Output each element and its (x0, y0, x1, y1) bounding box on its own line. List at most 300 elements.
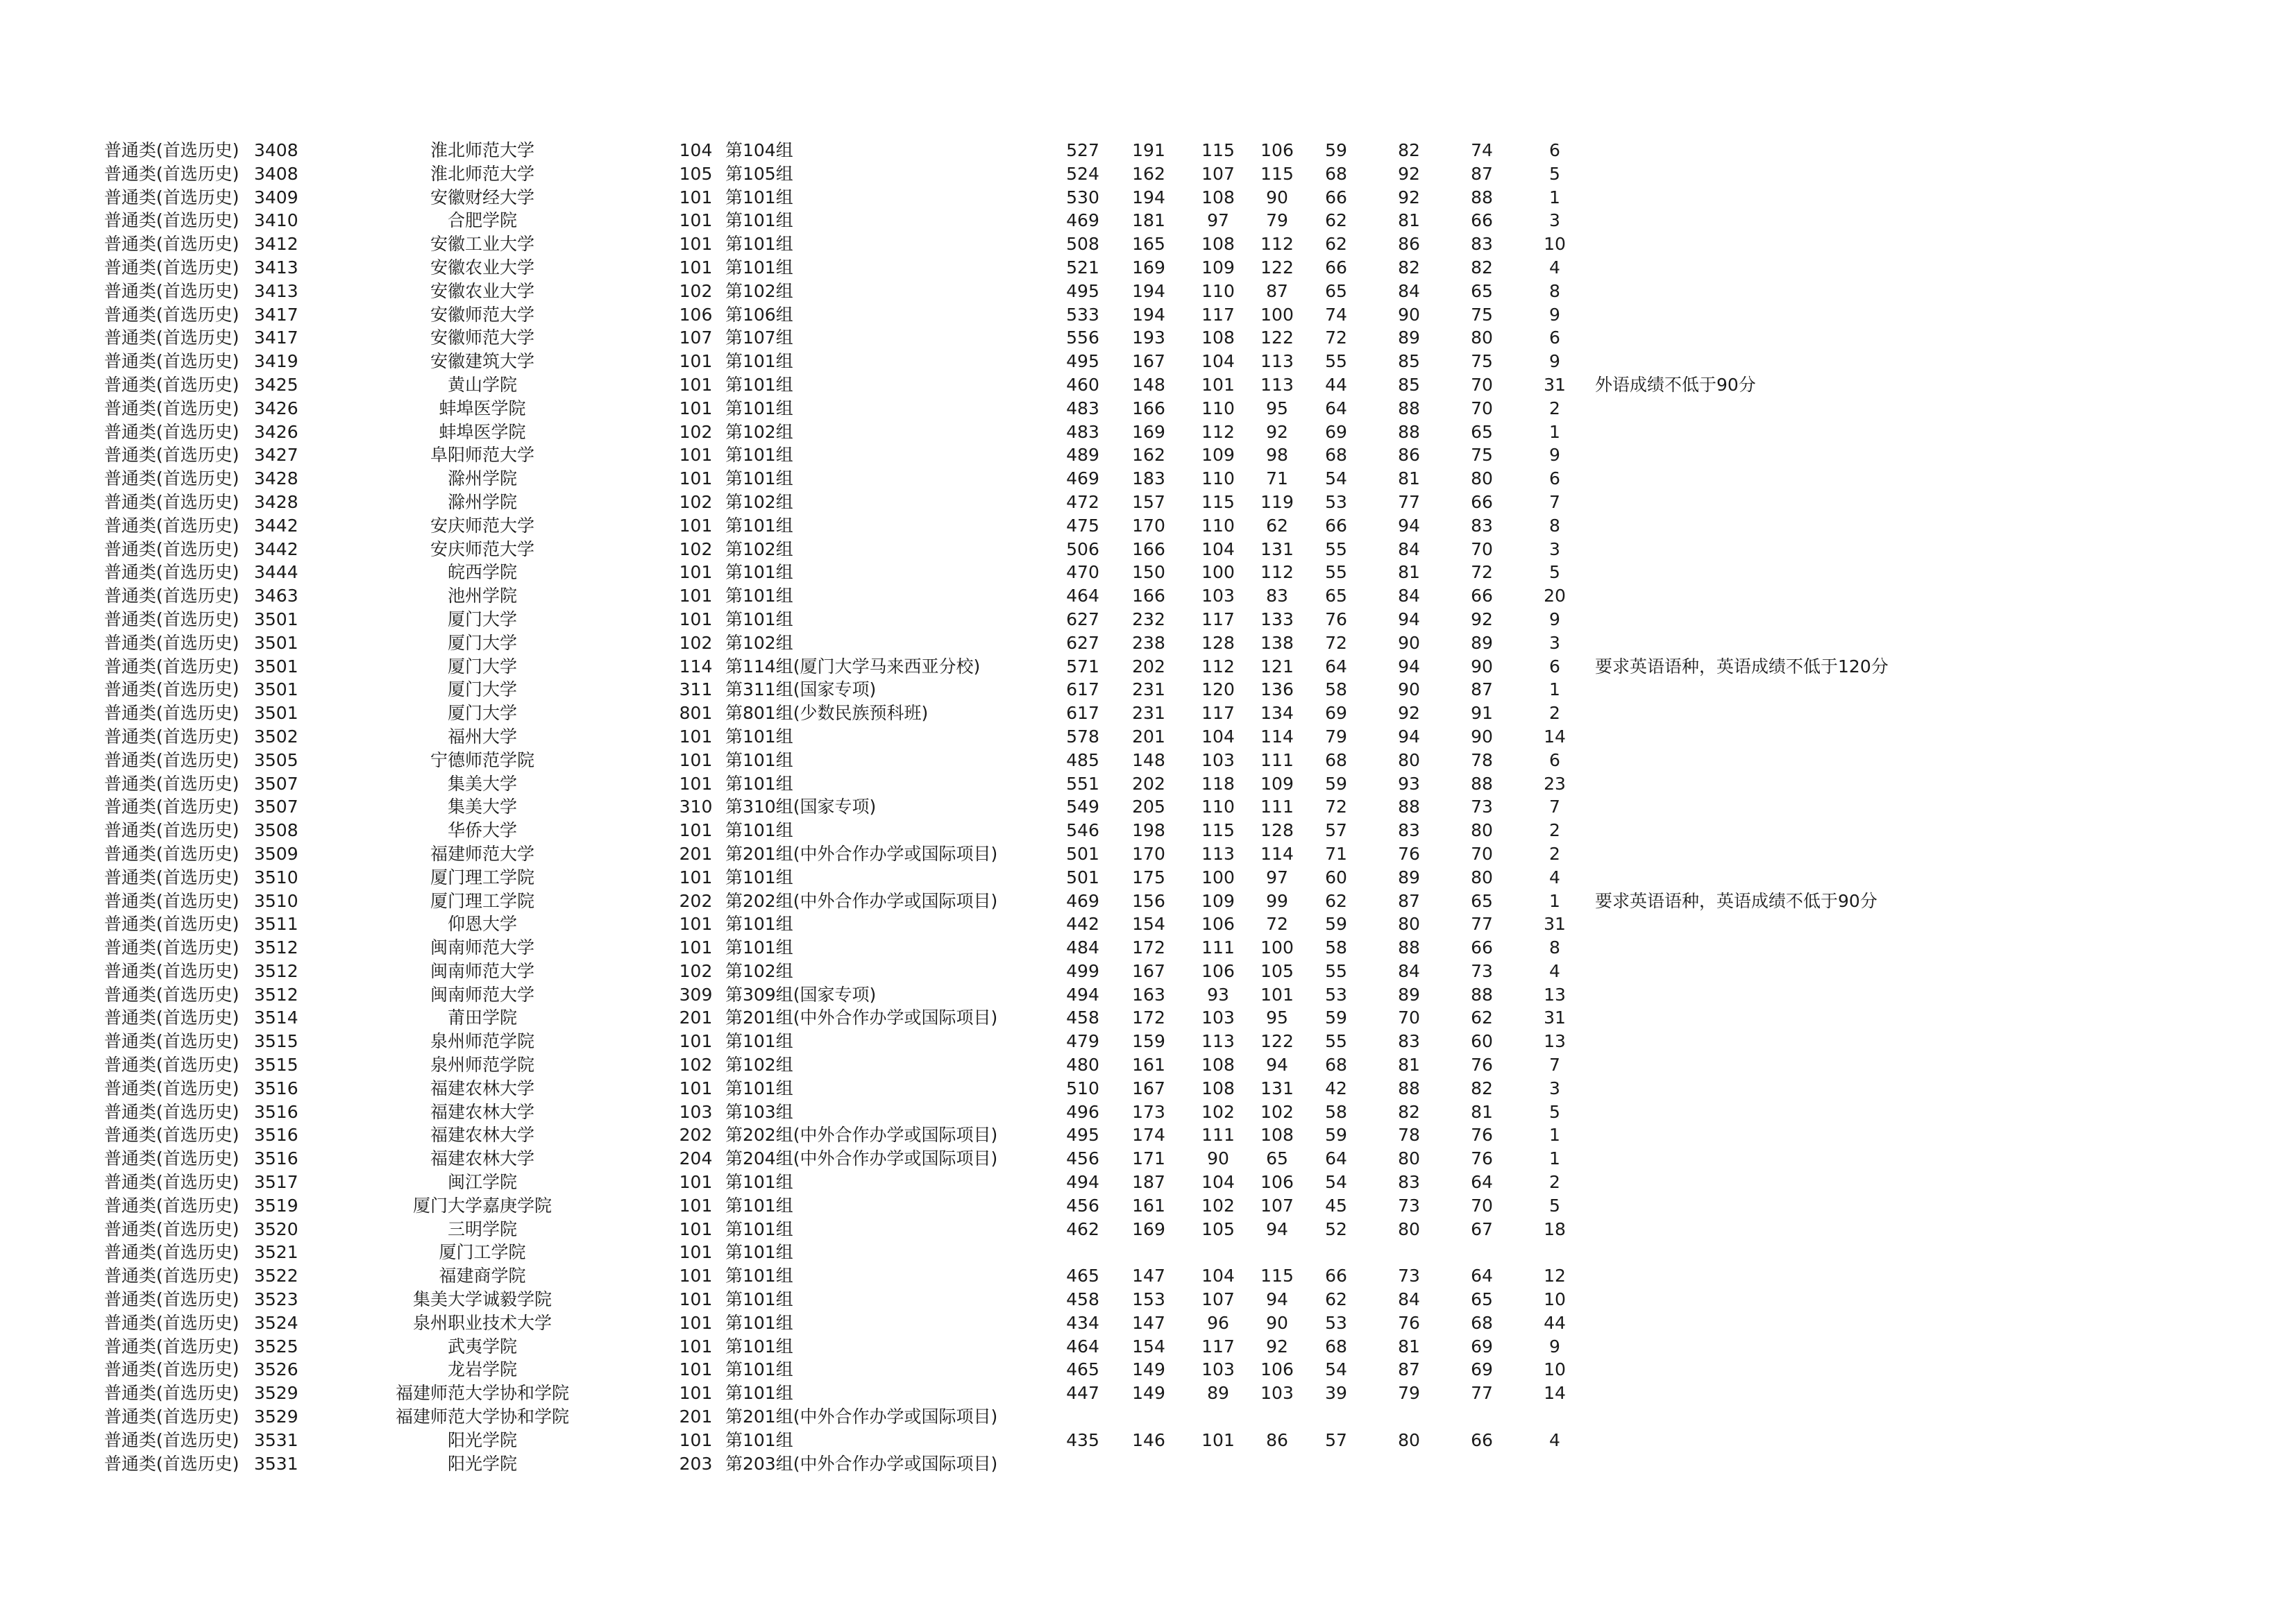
score-col-5-cell: 60 (1325, 867, 1347, 887)
group-name-cell: 第105组 (725, 163, 793, 184)
score-col-6-cell: 92 (1398, 703, 1420, 724)
school-name-cell: 集美大学诚毅学院 (412, 1289, 552, 1310)
group-name-cell: 第101组 (725, 374, 793, 395)
school-name-cell: 福州大学 (447, 726, 517, 747)
school-code-cell: 3509 (254, 843, 298, 864)
count-cell: 2 (1549, 843, 1560, 864)
school-code-cell: 3529 (254, 1383, 298, 1404)
school-name-cell: 淮北师范大学 (430, 140, 534, 160)
table-row (104, 936, 1909, 960)
table-row (104, 1241, 1909, 1264)
category-cell: 普通类(首选历史) (104, 304, 239, 325)
school-code-cell: 3501 (254, 609, 298, 629)
score-col-3-cell: 108 (1201, 187, 1235, 207)
score-col-5-cell: 45 (1325, 1195, 1347, 1216)
score-col-4-cell: 94 (1266, 1218, 1288, 1239)
count-cell: 23 (1544, 773, 1566, 794)
score-col-6-cell: 76 (1398, 1312, 1420, 1333)
total-score-cell: 460 (1066, 374, 1099, 395)
score-col-5-cell: 72 (1325, 328, 1347, 348)
score-col-4-cell: 90 (1266, 1312, 1288, 1333)
score-col-2-cell: 202 (1132, 773, 1165, 794)
category-cell: 普通类(首选历史) (104, 797, 239, 817)
score-col-2-cell: 194 (1132, 280, 1165, 301)
count-cell: 7 (1549, 797, 1560, 817)
group-name-cell: 第101组 (725, 187, 793, 207)
score-col-5-cell: 54 (1325, 1172, 1347, 1193)
group-code-cell: 101 (679, 1266, 713, 1286)
total-score-cell: 469 (1066, 210, 1099, 231)
score-col-2-cell: 193 (1132, 328, 1165, 348)
score-col-3-cell: 117 (1201, 703, 1235, 724)
total-score-cell: 472 (1066, 491, 1099, 512)
school-code-cell: 3428 (254, 468, 298, 489)
score-col-4-cell: 71 (1266, 468, 1288, 489)
category-cell: 普通类(首选历史) (104, 515, 239, 536)
table-row (104, 866, 1909, 890)
score-col-7-cell: 72 (1471, 562, 1493, 583)
school-code-cell: 3501 (254, 703, 298, 724)
score-col-5-cell: 59 (1325, 140, 1347, 160)
total-score-cell: 527 (1066, 140, 1099, 160)
group-name-cell: 第101组 (725, 210, 793, 231)
score-col-2-cell: 194 (1132, 304, 1165, 325)
score-col-5-cell: 57 (1325, 1429, 1347, 1450)
score-col-2-cell: 159 (1132, 1031, 1165, 1052)
score-col-7-cell: 83 (1471, 234, 1493, 255)
score-col-4-cell: 115 (1260, 163, 1294, 184)
table-row (104, 538, 1909, 561)
category-cell: 普通类(首选历史) (104, 1242, 239, 1263)
total-score-cell: 546 (1066, 820, 1099, 841)
score-col-2-cell: 183 (1132, 468, 1165, 489)
score-col-3-cell: 110 (1201, 797, 1235, 817)
total-score-cell: 494 (1066, 1172, 1099, 1193)
score-col-3-cell: 96 (1207, 1312, 1229, 1333)
category-cell: 普通类(首选历史) (104, 1055, 239, 1076)
score-col-7-cell: 78 (1471, 749, 1493, 770)
group-name-cell: 第102组 (725, 1055, 793, 1076)
score-col-6-cell: 94 (1398, 515, 1420, 536)
table-row (104, 350, 1909, 373)
category-cell: 普通类(首选历史) (104, 1078, 239, 1098)
count-cell: 1 (1549, 1125, 1560, 1146)
score-col-3-cell: 117 (1201, 609, 1235, 629)
score-col-7-cell: 81 (1471, 1101, 1493, 1122)
group-name-cell: 第101组 (725, 1336, 793, 1357)
group-code-cell: 103 (679, 1101, 713, 1122)
score-col-6-cell: 80 (1398, 749, 1420, 770)
score-col-6-cell: 81 (1398, 468, 1420, 489)
group-name-cell: 第102组 (725, 421, 793, 442)
school-name-cell: 安徽师范大学 (430, 328, 534, 348)
table-row (104, 1147, 1909, 1171)
group-code-cell: 101 (679, 773, 713, 794)
table-row (104, 1358, 1909, 1382)
score-col-3-cell: 111 (1201, 1125, 1235, 1146)
score-col-3-cell: 109 (1201, 257, 1235, 278)
school-name-cell: 厦门大学 (447, 656, 517, 677)
score-col-4-cell: 106 (1260, 1172, 1294, 1193)
table-row (104, 1452, 1909, 1476)
score-col-3-cell: 93 (1207, 984, 1229, 1005)
total-score-cell: 456 (1066, 1148, 1099, 1169)
school-name-cell: 福建农林大学 (430, 1148, 534, 1169)
count-cell: 4 (1549, 867, 1560, 887)
school-name-cell: 厦门理工学院 (430, 867, 534, 887)
category-cell: 普通类(首选历史) (104, 960, 239, 981)
score-col-7-cell: 66 (1471, 1429, 1493, 1450)
score-col-5-cell: 66 (1325, 187, 1347, 207)
score-col-5-cell: 62 (1325, 890, 1347, 911)
table-row (104, 655, 1909, 679)
table-row (104, 467, 1909, 491)
total-score-cell: 495 (1066, 280, 1099, 301)
score-col-2-cell: 166 (1132, 538, 1165, 559)
school-name-cell: 三明学院 (447, 1218, 517, 1239)
remark-cell: 外语成绩不低于90分 (1595, 374, 1756, 395)
total-score-cell: 465 (1066, 1266, 1099, 1286)
count-cell: 9 (1549, 609, 1560, 629)
score-col-3-cell: 118 (1201, 773, 1235, 794)
group-code-cell: 101 (679, 914, 713, 935)
category-cell: 普通类(首选历史) (104, 867, 239, 887)
group-code-cell: 101 (679, 1195, 713, 1216)
total-score-cell: 521 (1066, 257, 1099, 278)
count-cell: 5 (1549, 1101, 1560, 1122)
score-col-2-cell: 166 (1132, 398, 1165, 418)
score-col-7-cell: 75 (1471, 351, 1493, 372)
category-cell: 普通类(首选历史) (104, 140, 239, 160)
total-score-cell: 458 (1066, 1008, 1099, 1028)
score-col-5-cell: 66 (1325, 257, 1347, 278)
score-col-2-cell: 169 (1132, 421, 1165, 442)
score-col-3-cell: 103 (1201, 1359, 1235, 1380)
table-row (104, 303, 1909, 327)
score-col-5-cell: 68 (1325, 163, 1347, 184)
count-cell: 6 (1549, 656, 1560, 677)
score-col-2-cell: 165 (1132, 234, 1165, 255)
school-name-cell: 集美大学 (447, 773, 517, 794)
category-cell: 普通类(首选历史) (104, 562, 239, 583)
school-code-cell: 3531 (254, 1453, 298, 1474)
score-col-2-cell: 174 (1132, 1125, 1165, 1146)
category-cell: 普通类(首选历史) (104, 890, 239, 911)
total-score-cell: 506 (1066, 538, 1099, 559)
score-col-4-cell: 92 (1266, 1336, 1288, 1357)
score-col-6-cell: 92 (1398, 187, 1420, 207)
group-name-cell: 第101组 (725, 1383, 793, 1404)
score-col-5-cell: 72 (1325, 632, 1347, 653)
total-score-cell: 469 (1066, 468, 1099, 489)
score-col-2-cell: 147 (1132, 1312, 1165, 1333)
score-col-3-cell: 128 (1201, 632, 1235, 653)
count-cell: 13 (1544, 984, 1566, 1005)
score-col-6-cell: 80 (1398, 1429, 1420, 1450)
total-score-cell: 479 (1066, 1031, 1099, 1052)
count-cell: 5 (1549, 562, 1560, 583)
count-cell: 5 (1549, 163, 1560, 184)
school-code-cell: 3521 (254, 1242, 298, 1263)
score-col-7-cell: 66 (1471, 586, 1493, 606)
score-col-5-cell: 55 (1325, 960, 1347, 981)
count-cell: 4 (1549, 960, 1560, 981)
school-name-cell: 安庆师范大学 (430, 515, 534, 536)
category-cell: 普通类(首选历史) (104, 163, 239, 184)
count-cell: 7 (1549, 491, 1560, 512)
count-cell: 9 (1549, 1336, 1560, 1357)
total-score-cell: 483 (1066, 421, 1099, 442)
group-name-cell: 第106组 (725, 304, 793, 325)
school-name-cell: 厦门大学嘉庚学院 (412, 1195, 552, 1216)
score-col-6-cell: 80 (1398, 1148, 1420, 1169)
score-col-2-cell: 167 (1132, 1078, 1165, 1098)
score-col-3-cell: 103 (1201, 586, 1235, 606)
score-col-3-cell: 109 (1201, 890, 1235, 911)
category-cell: 普通类(首选历史) (104, 914, 239, 935)
count-cell: 10 (1544, 1289, 1566, 1310)
group-name-cell: 第102组 (725, 632, 793, 653)
school-code-cell: 3519 (254, 1195, 298, 1216)
table-row (104, 983, 1909, 1007)
category-cell: 普通类(首选历史) (104, 1312, 239, 1333)
score-col-6-cell: 90 (1398, 679, 1420, 700)
score-col-4-cell: 86 (1266, 1429, 1288, 1450)
score-col-5-cell: 58 (1325, 679, 1347, 700)
score-col-2-cell: 202 (1132, 656, 1165, 677)
school-code-cell: 3412 (254, 234, 298, 255)
count-cell: 14 (1544, 1383, 1566, 1404)
total-score-cell: 456 (1066, 1195, 1099, 1216)
score-col-2-cell: 167 (1132, 351, 1165, 372)
score-col-3-cell: 110 (1201, 515, 1235, 536)
score-col-7-cell: 80 (1471, 867, 1493, 887)
group-name-cell: 第101组 (725, 914, 793, 935)
total-score-cell: 556 (1066, 328, 1099, 348)
score-col-4-cell: 138 (1260, 632, 1294, 653)
table-row (104, 608, 1909, 631)
group-code-cell: 101 (679, 257, 713, 278)
score-col-2-cell: 187 (1132, 1172, 1165, 1193)
score-col-7-cell: 80 (1471, 328, 1493, 348)
score-col-5-cell: 53 (1325, 1312, 1347, 1333)
score-col-5-cell: 68 (1325, 1055, 1347, 1076)
score-col-5-cell: 57 (1325, 820, 1347, 841)
category-cell: 普通类(首选历史) (104, 210, 239, 231)
group-code-cell: 106 (679, 304, 713, 325)
score-col-5-cell: 59 (1325, 1008, 1347, 1028)
score-col-4-cell: 134 (1260, 703, 1294, 724)
group-code-cell: 101 (679, 1242, 713, 1263)
score-col-5-cell: 65 (1325, 586, 1347, 606)
score-col-7-cell: 65 (1471, 280, 1493, 301)
score-col-5-cell: 55 (1325, 538, 1347, 559)
score-col-3-cell: 113 (1201, 1031, 1235, 1052)
score-col-4-cell: 136 (1260, 679, 1294, 700)
category-cell: 普通类(首选历史) (104, 1383, 239, 1404)
table-row (104, 1030, 1909, 1053)
score-col-3-cell: 108 (1201, 328, 1235, 348)
table-row (104, 1077, 1909, 1101)
count-cell: 12 (1544, 1266, 1566, 1286)
group-name-cell: 第202组(中外合作办学或国际项目) (725, 890, 998, 911)
score-col-6-cell: 85 (1398, 351, 1420, 372)
total-score-cell: 510 (1066, 1078, 1099, 1098)
group-name-cell: 第101组 (725, 937, 793, 958)
count-cell: 2 (1549, 1172, 1560, 1193)
group-name-cell: 第101组 (725, 1172, 793, 1193)
group-code-cell: 101 (679, 1031, 713, 1052)
school-code-cell: 3515 (254, 1031, 298, 1052)
group-name-cell: 第101组 (725, 1078, 793, 1098)
score-col-7-cell: 74 (1471, 140, 1493, 160)
total-score-cell: 501 (1066, 843, 1099, 864)
score-col-4-cell: 133 (1260, 609, 1294, 629)
school-name-cell: 阜阳师范大学 (430, 445, 534, 466)
score-col-4-cell: 72 (1266, 914, 1288, 935)
table-row (104, 772, 1909, 796)
category-cell: 普通类(首选历史) (104, 820, 239, 841)
score-col-2-cell: 154 (1132, 1336, 1165, 1357)
score-col-2-cell: 169 (1132, 1218, 1165, 1239)
score-col-2-cell: 153 (1132, 1289, 1165, 1310)
score-col-5-cell: 72 (1325, 797, 1347, 817)
category-cell: 普通类(首选历史) (104, 468, 239, 489)
score-col-7-cell: 66 (1471, 937, 1493, 958)
category-cell: 普通类(首选历史) (104, 632, 239, 653)
score-col-7-cell: 70 (1471, 374, 1493, 395)
data-table (104, 139, 1909, 1475)
table-row (104, 186, 1909, 210)
score-col-3-cell: 115 (1201, 140, 1235, 160)
category-cell: 普通类(首选历史) (104, 1336, 239, 1357)
score-col-7-cell: 82 (1471, 257, 1493, 278)
score-col-6-cell: 83 (1398, 1172, 1420, 1193)
table-row (104, 561, 1909, 584)
score-col-2-cell: 146 (1132, 1429, 1165, 1450)
count-cell: 31 (1544, 914, 1566, 935)
category-cell: 普通类(首选历史) (104, 609, 239, 629)
group-name-cell: 第101组 (725, 1359, 793, 1380)
count-cell: 7 (1549, 1055, 1560, 1076)
group-name-cell: 第101组 (725, 398, 793, 418)
score-col-3-cell: 104 (1201, 538, 1235, 559)
score-col-5-cell: 52 (1325, 1218, 1347, 1239)
group-name-cell: 第101组 (725, 1218, 793, 1239)
total-score-cell: 524 (1066, 163, 1099, 184)
score-col-4-cell: 106 (1260, 1359, 1294, 1380)
school-name-cell: 滁州学院 (447, 491, 517, 512)
category-cell: 普通类(首选历史) (104, 1031, 239, 1052)
group-code-cell: 202 (679, 890, 713, 911)
group-code-cell: 101 (679, 1336, 713, 1357)
score-col-5-cell: 66 (1325, 1266, 1347, 1286)
total-score-cell: 434 (1066, 1312, 1099, 1333)
score-col-5-cell: 58 (1325, 1101, 1347, 1122)
group-code-cell: 101 (679, 1359, 713, 1380)
score-col-3-cell: 104 (1201, 351, 1235, 372)
score-col-6-cell: 85 (1398, 374, 1420, 395)
school-code-cell: 3507 (254, 773, 298, 794)
table-row (104, 280, 1909, 303)
group-code-cell: 101 (679, 1429, 713, 1450)
score-col-7-cell: 77 (1471, 1383, 1493, 1404)
table-row (104, 1101, 1909, 1124)
total-score-cell: 496 (1066, 1101, 1099, 1122)
table-row (104, 960, 1909, 983)
score-col-2-cell: 171 (1132, 1148, 1165, 1169)
score-col-2-cell: 169 (1132, 257, 1165, 278)
school-code-cell: 3444 (254, 562, 298, 583)
total-score-cell: 483 (1066, 398, 1099, 418)
category-cell: 普通类(首选历史) (104, 1101, 239, 1122)
category-cell: 普通类(首选历史) (104, 656, 239, 677)
score-col-7-cell: 65 (1471, 890, 1493, 911)
total-score-cell: 501 (1066, 867, 1099, 887)
count-cell: 3 (1549, 1078, 1560, 1098)
group-code-cell: 201 (679, 1008, 713, 1028)
table-row (104, 1171, 1909, 1194)
school-name-cell: 泉州师范学院 (430, 1031, 534, 1052)
school-name-cell: 集美大学 (447, 797, 517, 817)
school-name-cell: 泉州职业技术大学 (412, 1312, 552, 1333)
score-col-4-cell: 97 (1266, 867, 1288, 887)
score-col-3-cell: 112 (1201, 656, 1235, 677)
school-code-cell: 3408 (254, 140, 298, 160)
score-col-3-cell: 107 (1201, 163, 1235, 184)
group-name-cell: 第101组 (725, 1429, 793, 1450)
school-code-cell: 3529 (254, 1407, 298, 1427)
group-name-cell: 第101组 (725, 1312, 793, 1333)
school-name-cell: 福建农林大学 (430, 1078, 534, 1098)
score-col-2-cell: 167 (1132, 960, 1165, 981)
total-score-cell: 458 (1066, 1289, 1099, 1310)
score-col-6-cell: 89 (1398, 328, 1420, 348)
count-cell: 18 (1544, 1218, 1566, 1239)
group-code-cell: 310 (679, 797, 713, 817)
score-col-2-cell: 194 (1132, 187, 1165, 207)
remark-cell: 要求英语语种，英语成绩不低于90分 (1595, 890, 1877, 911)
total-score-cell: 495 (1066, 1125, 1099, 1146)
score-col-3-cell: 113 (1201, 843, 1235, 864)
score-col-4-cell: 101 (1260, 984, 1294, 1005)
score-col-6-cell: 94 (1398, 609, 1420, 629)
group-code-cell: 101 (679, 374, 713, 395)
table-row (104, 1405, 1909, 1429)
group-code-cell: 311 (679, 679, 713, 700)
score-col-7-cell: 67 (1471, 1218, 1493, 1239)
total-score-cell: 533 (1066, 304, 1099, 325)
score-col-3-cell: 103 (1201, 749, 1235, 770)
group-code-cell: 801 (679, 703, 713, 724)
score-col-2-cell: 205 (1132, 797, 1165, 817)
school-code-cell: 3425 (254, 374, 298, 395)
group-name-cell: 第101组 (725, 445, 793, 466)
total-score-cell: 627 (1066, 632, 1099, 653)
score-col-5-cell: 59 (1325, 1125, 1347, 1146)
school-code-cell: 3426 (254, 398, 298, 418)
score-col-5-cell: 74 (1325, 304, 1347, 325)
school-name-cell: 厦门大学 (447, 679, 517, 700)
category-cell: 普通类(首选历史) (104, 421, 239, 442)
total-score-cell: 549 (1066, 797, 1099, 817)
table-row (104, 162, 1909, 186)
group-code-cell: 204 (679, 1148, 713, 1169)
score-col-4-cell: 112 (1260, 234, 1294, 255)
group-name-cell: 第101组 (725, 609, 793, 629)
total-score-cell: 495 (1066, 351, 1099, 372)
school-code-cell: 3522 (254, 1266, 298, 1286)
